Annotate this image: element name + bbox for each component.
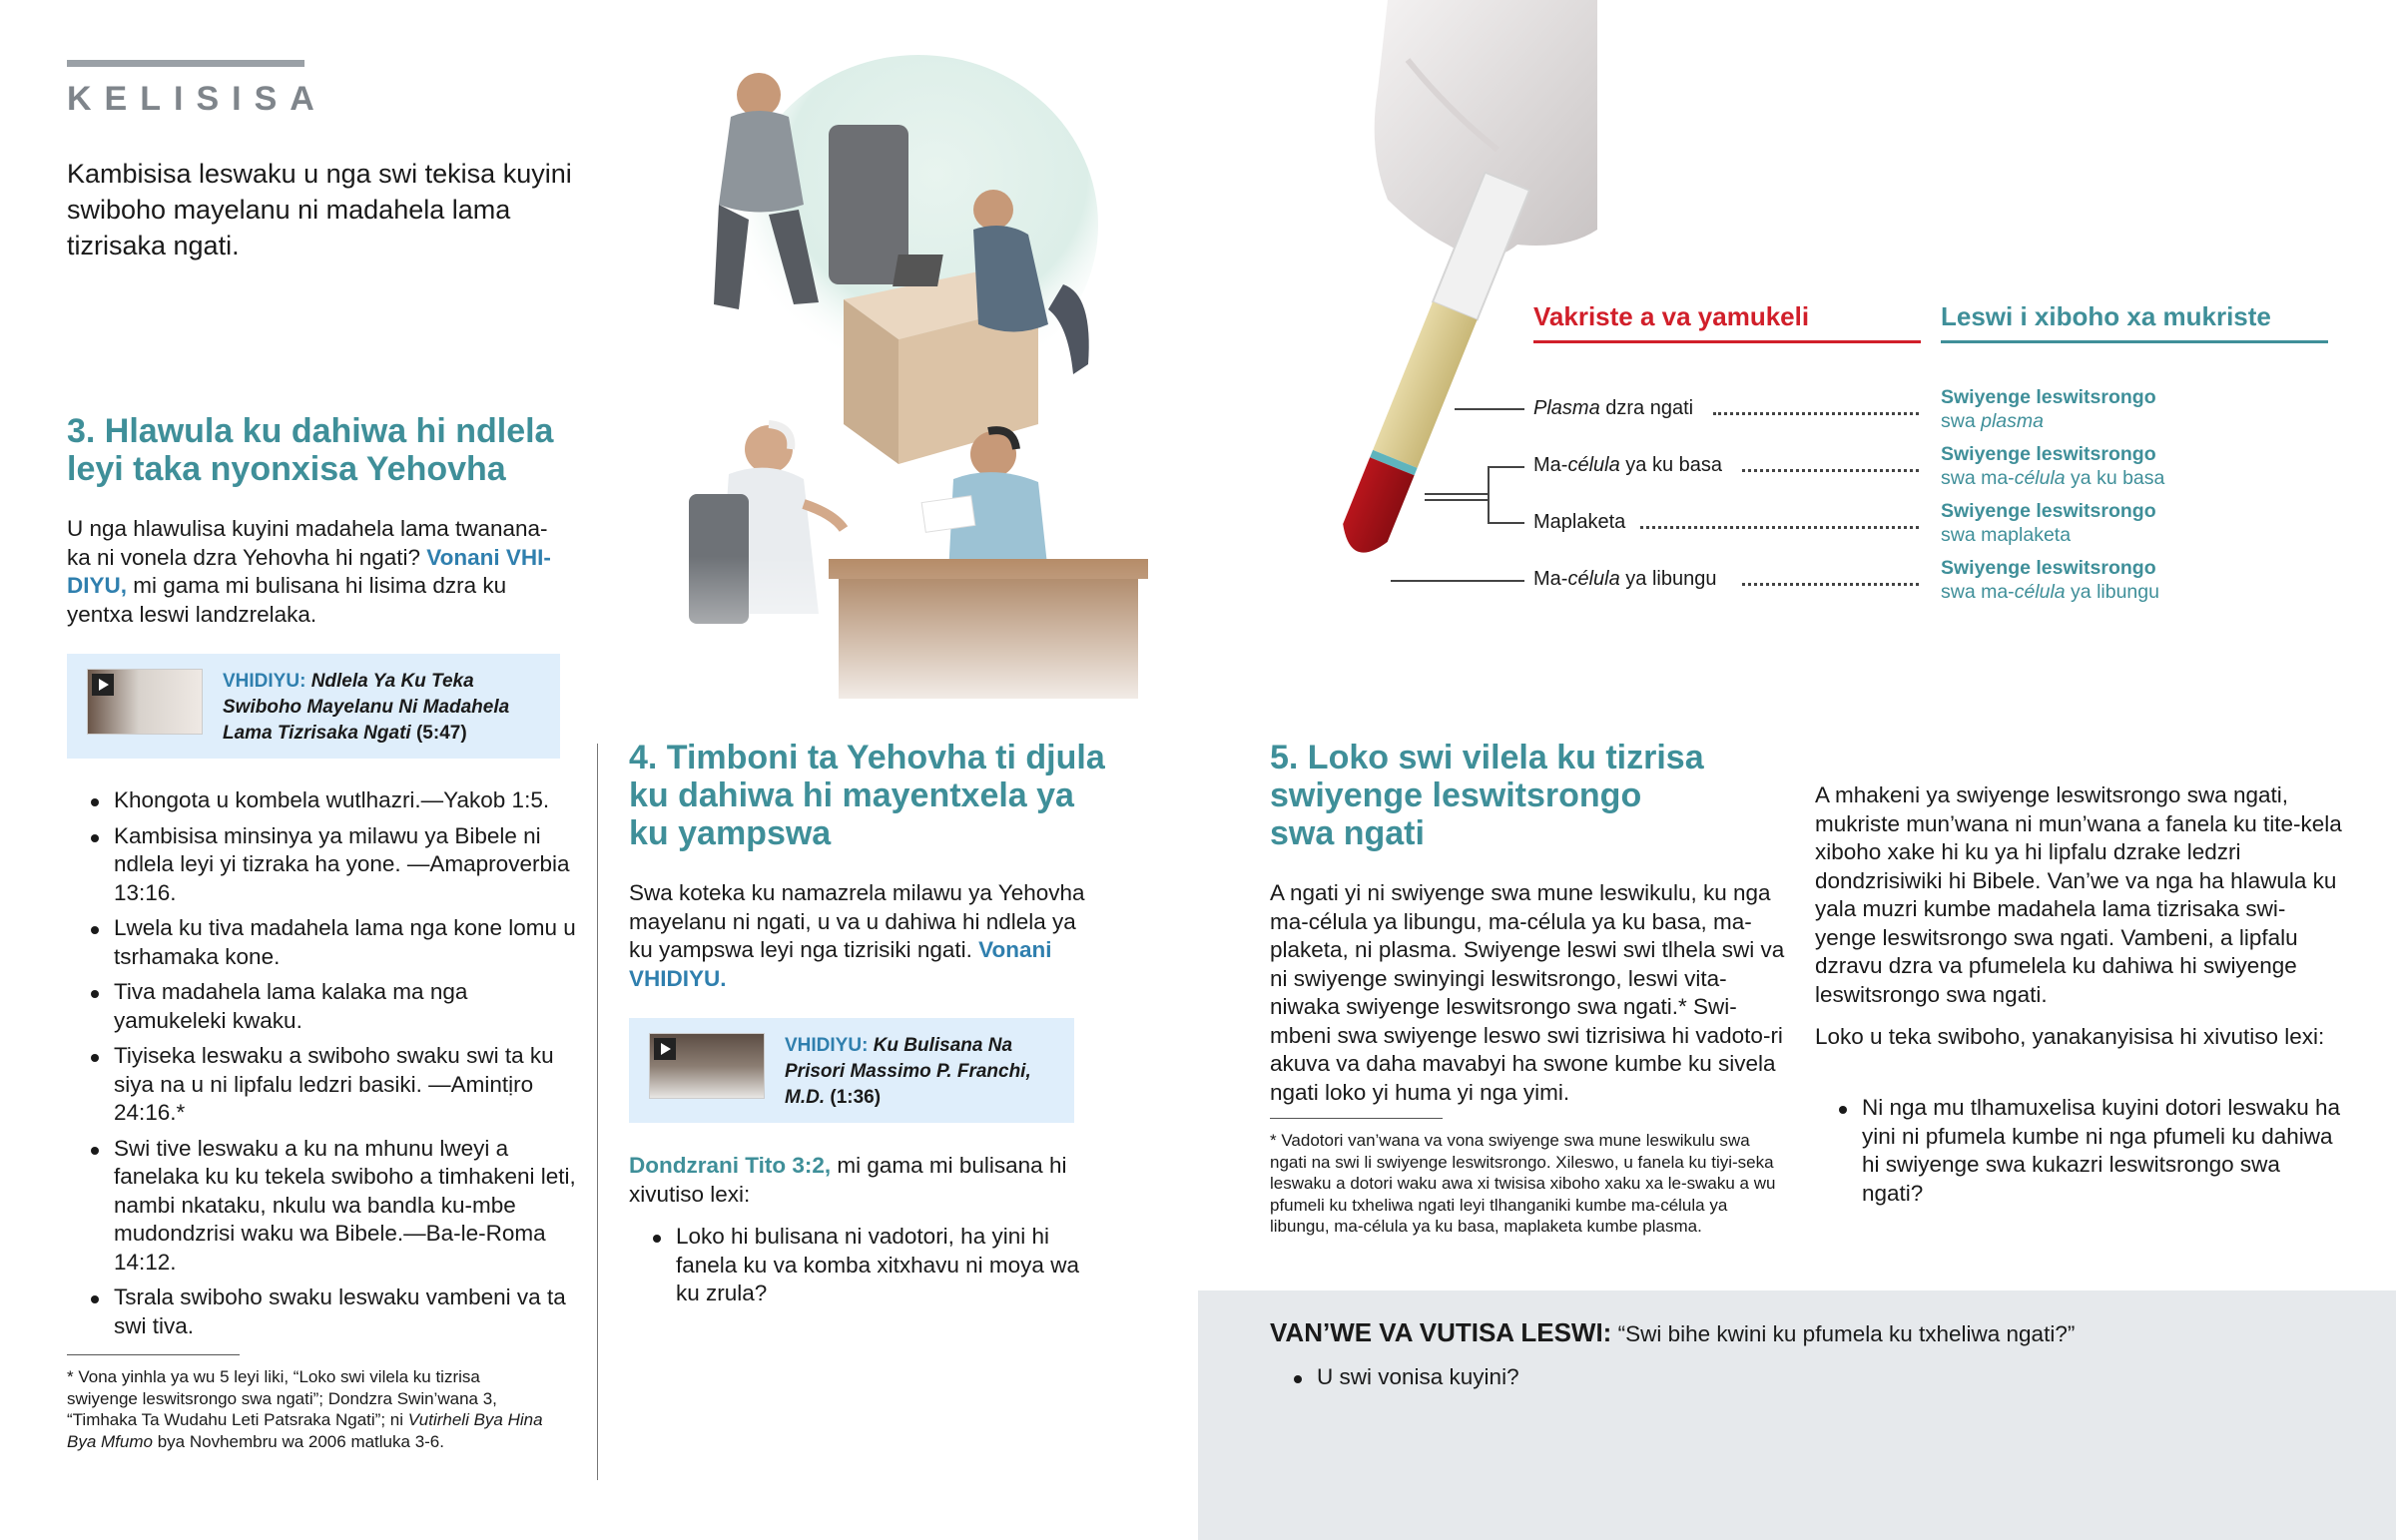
section4-paragraph: Swa koteka ku namazrela milawu ya Yehovha mayelanu ni ngati, u va u dahiwa hi ndlela ya ku yampswa leyi nga tizrisiki ngati. Vonani VHIDIYU. (629, 880, 1085, 991)
chart-component-label: Ma-célula ya ku basa (1533, 454, 1723, 476)
dotted-leader (1742, 469, 1919, 472)
section5-paragraph-3: Loko u teka swiboho, yanakanyisisa hi xivutiso lexi: (1815, 1024, 2325, 1049)
connector-line (1488, 466, 1524, 468)
chart-right-heading: Leswi i xiboho xa mukriste (1941, 301, 2271, 331)
doctor-consultation-illustration (619, 55, 1163, 724)
chart-answer: Swiyenge leswitsrongo swa plasma (1941, 386, 2156, 432)
section4-reading: Dondzrani Tito 3:2, mi gama mi bulisana hi xivutiso lexi: (629, 1153, 1067, 1207)
footnote-rule (1270, 1118, 1443, 1119)
connector-line (1425, 499, 1490, 501)
section4-title: 4. Timboni ta Yehovha ti djula ku dahiwa hi mayentxela ya ku yampswa (629, 739, 1105, 852)
question-bullet-list (1270, 1363, 2168, 1399)
chart-component-label: Maplaketa (1533, 511, 1626, 533)
section3-title: 3. Hlawula ku dahiwa hi ndlela leyi taka nyonxisa Yehovha (67, 412, 554, 488)
connector-line (1455, 408, 1524, 410)
section-label: KELISISA (67, 80, 327, 118)
section5-title: 5. Loko swi vilela ku tizrisa swiyenge leswitsrongo swa ngati (1270, 739, 1704, 852)
chart-answer: Swiyenge leswitsrongo swa maplaketa (1941, 500, 2156, 546)
video-link[interactable]: Vonani VHI-DIYU, (67, 544, 551, 598)
video-link[interactable]: Vonani VHIDIYU. (629, 937, 1052, 991)
video-thumbnail[interactable] (87, 669, 203, 735)
list-item: Ni nga mu tlhamuxelisa kuyini dotori leswaku ha yini ni pfumela kumbe ni nga pfumeli ku dahiwa hi swiyenge swa kukazri leswitsrongo swa ngati? (1815, 1094, 2344, 1208)
footnote-rule (67, 1354, 240, 1355)
section3-footnote: * Vona yinhla ya wu 5 leyi liki, “Loko swi vilela ku tizrisa swiyenge leswitsrongo swa ngati”; Dondzra Swin’wana 3, “Timhaka Ta Wudahu Leti Patsraka Ngati”; ni Vutirheli Bya Hina Bya Mfumo bya Novhembru wa 2006 matluka 3-6. (67, 1367, 543, 1451)
section3-bullet-list (67, 786, 576, 1347)
video-card-2[interactable] (629, 1018, 1074, 1123)
dotted-leader (1742, 583, 1919, 586)
dotted-leader (1713, 412, 1919, 415)
intro-text: Kambisisa leswaku u nga swi tekisa kuyini swiboho mayelanu ni madahela lama tizrisaka ngati. (67, 159, 572, 260)
list-item: Tiva madahela lama kalaka ma nga yamukeleki kwaku. (67, 978, 576, 1035)
section5-footnote: * Vadotori van’wana va vona swiyenge swa mune leswikulu swa ngati na swi li swiyenge leswitsrongo. Xileswo, u fanela ku tiyi-seka leswaku a dotori waku awa xi twisisa xiboho xaku xa le-swaku a wu pfumeli ku txheliwa ngati leyi tlhanganiki kumbe ma-célula ya libungu, ma-célula ya ku basa, maplaketa kumbe plasma. (1270, 1131, 1776, 1236)
connector-line (1488, 522, 1524, 524)
section5-paragraph-2: A mhakeni ya swiyenge leswitsrongo swa ngati, mukriste mun’wana ni mun’wana a fanela ku tite-kela xiboho xake hi ku ya hi lipfalu dzrake ledzri dondzrisiwiki hi Bibele. Van’we va nga ha hlawula ku yala muzri kumbe madahela lama tizrisaka swi-yenge leswitsrongo swa ngati. Vambeni, a lipfalu dzravu dzra va pfumelela ku dahiwa hi swiyenge leswitsrongo swa ngati. (1815, 782, 2342, 1007)
connector-line (1425, 493, 1490, 495)
list-item: Lwela ku tiva madahela lama nga kone lomu u tsrhamaka kone. (67, 914, 576, 971)
list-item: Swi tive leswaku a ku na mhunu lweyi a fanelaka ku ku tekela swiboho a timhakeni leti, nambi nkataku, nkulu wa bandla ku-mbe mudondzrisi waku wa Bibele.—Ba-le-Roma 14:12. (67, 1135, 576, 1278)
list-item: Khongota u kombela wutlhazri.—Yakob 1:5. (67, 786, 576, 815)
chart-component-label: Plasma dzra ngati (1533, 397, 1694, 419)
chart-right-rule (1941, 340, 2328, 343)
list-item: Kambisisa minsinya ya milawu ya Bibele ni ndlela leyi yi tizraka ha yone. —Amaproverbia 13:16. (67, 822, 576, 908)
play-icon[interactable] (654, 1038, 676, 1060)
scripture-link[interactable]: Dondzrani Tito 3:2, (629, 1153, 832, 1178)
chart-answer: Swiyenge leswitsrongo swa ma-célula ya libungu (1941, 557, 2159, 603)
section4-bullet-list (629, 1223, 1098, 1315)
video-title: VHIDIYU: Ku Bulisana Na Prisori Massimo P. Franchi, M.D. (1:36) (785, 1035, 1031, 1108)
video-card-1[interactable] (67, 654, 560, 759)
connector-line (1488, 466, 1490, 524)
connector-line (1391, 580, 1524, 582)
section3-paragraph: U nga hlawulisa kuyini madahela lama twanana-ka ni vonela dzra Yehovha hi ngati? Vonani VHI-DIYU, mi gama mi bulisana hi lisima dzra ku yentxa leswi landzrelaka. (67, 516, 551, 627)
play-icon[interactable] (92, 674, 114, 696)
question-heading: VAN’WE VA VUTISA LESWI: “Swi bihe kwini ku pfumela ku txheliwa ngati?” (1270, 1317, 2076, 1347)
header-rule (67, 60, 304, 67)
section5-paragraph-1: A ngati yi ni swiyenge swa mune leswikulu, ku nga ma-célula ya libungu, ma-célula ya ku basa, ma-plaketa, ni plasma. Swiyenge leswi swi tlhela swi va ni swiyenge swinyingi leswitsrongo, leswi vita-niwaka swiyenge leswitsrongo swa ngati.* Swi-mbeni swa swiyenge leswo swi tizrisiwa hi vadoto-ri akuva va daha mavabyi ha swone kumbe ku sivela ngati loko yi huma yi nga yimi. (1270, 880, 1785, 1105)
video-title: VHIDIYU: Ndlela Ya Ku Teka Swiboho Mayelanu Ni Madahela Lama Tizrisaka Ngati (5:47) (223, 671, 510, 744)
chart-left-rule (1533, 340, 1921, 343)
chart-component-label: Ma-célula ya libungu (1533, 568, 1717, 590)
video-thumbnail[interactable] (649, 1033, 765, 1099)
chart-left-heading: Vakriste a va yamukeli (1533, 301, 1810, 331)
section5-bullet-list (1815, 1094, 2344, 1215)
dotted-leader (1640, 526, 1919, 529)
list-item: Tiyiseka leswaku a swiboho swaku swi ta ku siya na u ni lipfalu ledzri basiki. —Amintịro 24:16.* (67, 1042, 576, 1128)
list-item: Loko hi bulisana ni vadotori, ha yini hi fanela ku va komba xitxhavu ni moya wa ku zrula? (629, 1223, 1098, 1308)
column-divider (597, 744, 598, 1480)
list-item: Tsrala swiboho swaku leswaku vambeni va ta swi tiva. (67, 1283, 576, 1340)
list-item: U swi vonisa kuyini? (1270, 1363, 2168, 1392)
chart-answer: Swiyenge leswitsrongo swa ma-célula ya ku basa (1941, 443, 2165, 489)
